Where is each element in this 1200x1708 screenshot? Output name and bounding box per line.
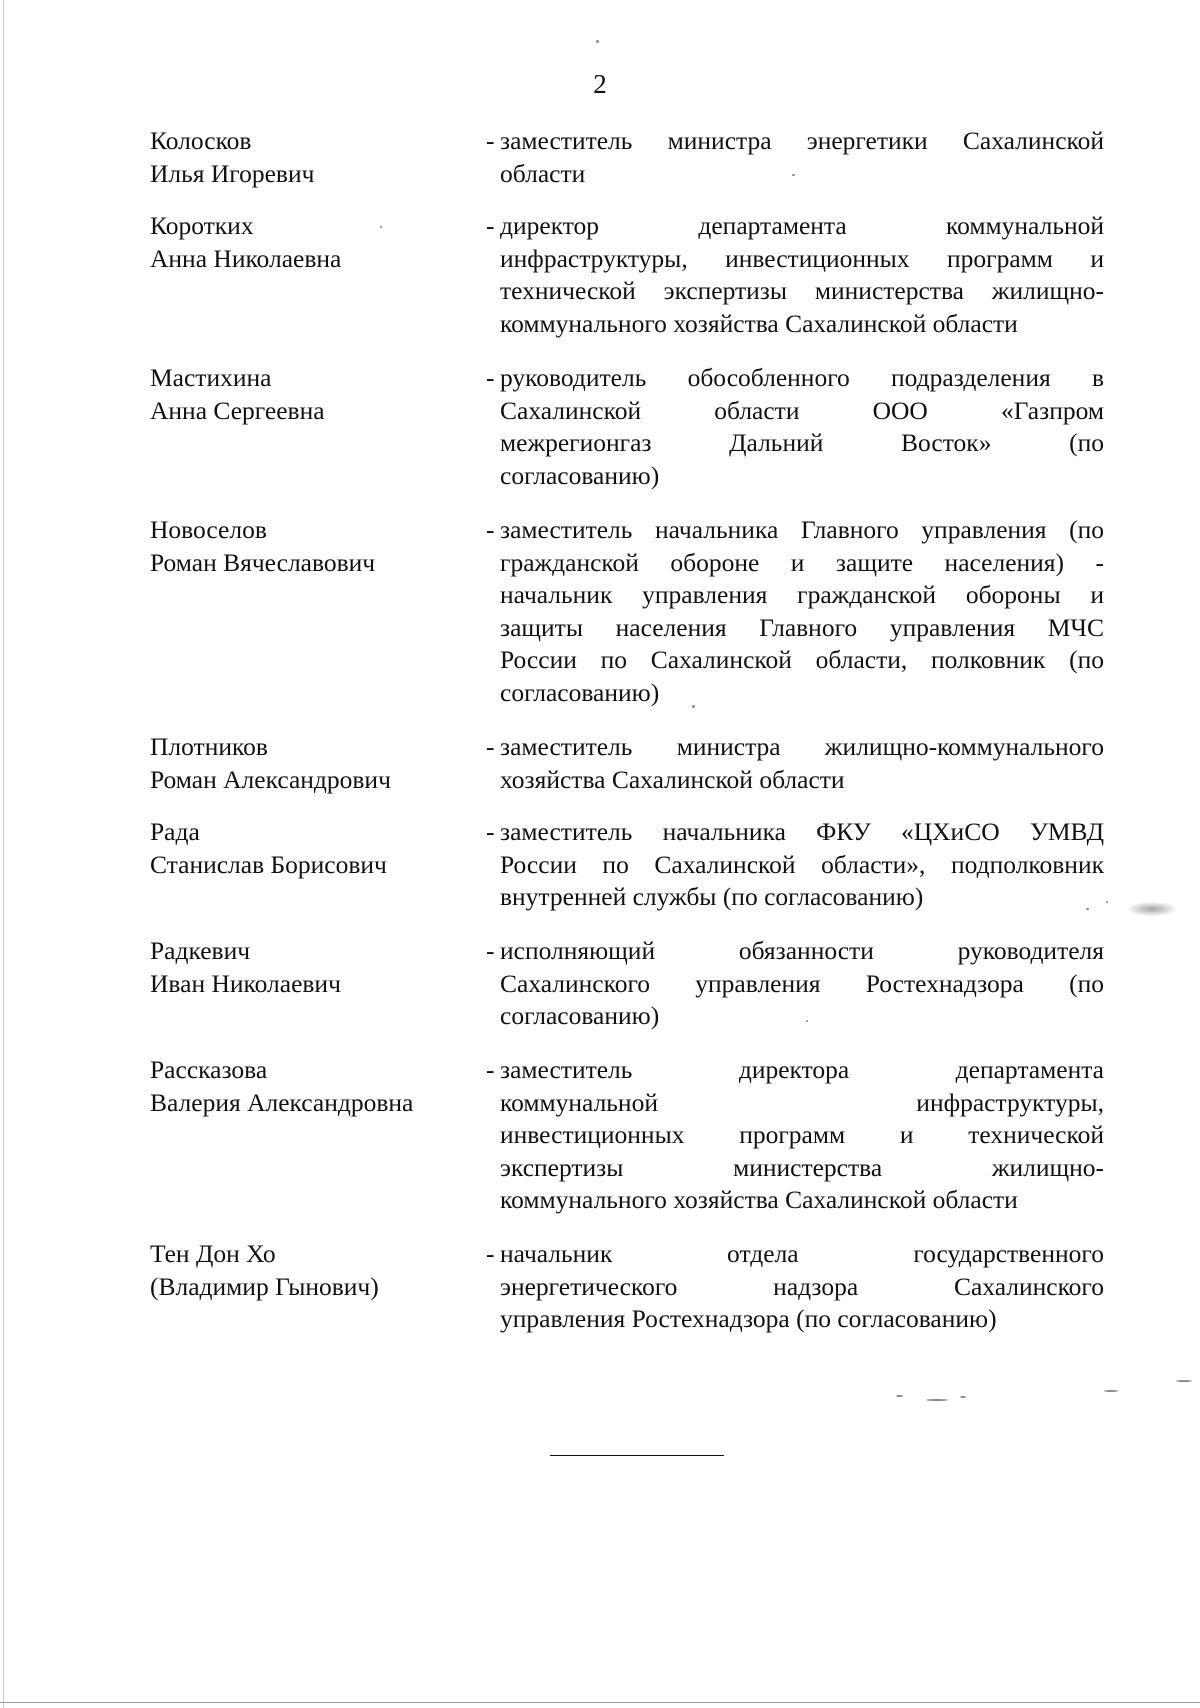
scan-speck	[380, 226, 382, 228]
role-line: защиты населения Главного управления МЧС	[500, 612, 1104, 642]
entry-dash: -	[486, 211, 495, 240]
member-surname: Колосков	[150, 126, 252, 155]
member-name	[150, 210, 470, 275]
role-line: согласованию)	[500, 460, 660, 490]
entry-dash: -	[486, 817, 495, 846]
scan-speck	[692, 705, 695, 708]
member-name	[150, 935, 470, 1000]
member-given-names: Станислав Борисович	[150, 849, 387, 879]
member-given-names: Иван Николаевич	[150, 968, 341, 998]
role-line: заместитель министра жилищно-коммунального	[500, 732, 1104, 761]
member-given-names: Анна Сергеевна	[150, 395, 325, 425]
role-line: заместитель начальника ФКУ «ЦХиСО УМВД	[500, 817, 1104, 846]
scan-speck	[896, 1395, 903, 1397]
member-surname: Мастихина	[150, 363, 272, 392]
member-given-names: Роман Александрович	[150, 764, 391, 794]
member-name	[150, 125, 470, 190]
role-line: согласованию)	[500, 677, 660, 707]
role-line: России по Сахалинской области», подполковник	[500, 849, 1104, 879]
role-line: начальник отдела государственного	[500, 1239, 1104, 1268]
scan-speck	[960, 1396, 966, 1398]
member-surname: Плотников	[150, 732, 268, 761]
entry-dash: -	[486, 1239, 495, 1268]
member-given-names: Валерия Александровна	[150, 1087, 414, 1117]
scan-edge-line	[3, 0, 4, 1708]
entry-dash: -	[486, 363, 495, 392]
scan-speck	[1104, 1390, 1118, 1392]
scan-speck	[1086, 908, 1089, 910]
member-role	[500, 1054, 1104, 1217]
scan-speck	[806, 1020, 808, 1022]
scan-speck	[926, 1399, 948, 1401]
entry-dash: -	[486, 126, 495, 155]
member-role	[500, 210, 1104, 340]
member-given-names: Илья Игоревич	[150, 158, 315, 188]
member-role	[500, 125, 1104, 190]
scan-smudge	[1128, 902, 1176, 916]
role-line: Сахалинской области ООО «Газпром	[500, 395, 1104, 425]
role-line: Сахалинского управления Ростехнадзора (по	[500, 968, 1104, 998]
member-role	[500, 514, 1104, 709]
role-line: экспертизы министерства жилищно-	[500, 1152, 1104, 1182]
role-line: гражданской обороне и защите населения) -	[500, 547, 1104, 577]
role-line: коммунального хозяйства Сахалинской области	[500, 308, 1018, 338]
role-line: исполняющий обязанности руководителя	[500, 936, 1104, 965]
role-line: энергетического надзора Сахалинского	[500, 1271, 1104, 1301]
role-line: технической экспертизы министерства жилищно-	[500, 276, 1104, 305]
entry-dash: -	[486, 732, 495, 761]
member-given-names: Анна Николаевна	[150, 243, 342, 273]
member-surname: Коротких	[150, 211, 254, 240]
role-line: руководитель обособленного подразделения в	[500, 363, 1104, 392]
scan-speck	[792, 174, 795, 176]
role-line: согласованию)	[500, 1001, 660, 1030]
member-surname: Радкевич	[150, 936, 251, 965]
member-surname: Тен Дон Хо	[150, 1239, 276, 1268]
role-line: начальник управления гражданской обороны и	[500, 580, 1104, 609]
role-line: директор департамента коммунальной	[500, 211, 1104, 240]
role-line: хозяйства Сахалинской области	[500, 764, 845, 794]
page-number: 2	[593, 69, 607, 99]
role-line: внутренней службы (по согласованию)	[500, 882, 924, 911]
member-given-names: Роман Вячеславович	[150, 547, 376, 577]
role-line: России по Сахалинской области, полковник (по	[500, 645, 1104, 674]
member-surname: Рада	[150, 817, 200, 846]
role-line: заместитель министра энергетики Сахалинской	[500, 126, 1104, 155]
closing-rule	[550, 1455, 724, 1456]
member-name	[150, 1054, 470, 1119]
member-surname: Новоселов	[150, 515, 267, 544]
role-line: коммунального хозяйства Сахалинской области	[500, 1185, 1018, 1214]
role-line: коммунальной инфраструктуры,	[500, 1087, 1104, 1117]
member-role	[500, 731, 1104, 796]
member-role	[500, 362, 1104, 492]
member-role	[500, 816, 1104, 914]
entry-dash: -	[486, 936, 495, 965]
role-line: инфраструктуры, инвестиционных программ и	[500, 243, 1104, 273]
scan-bottom-edge	[0, 1702, 1200, 1703]
member-given-names: (Владимир Гынович)	[150, 1271, 379, 1301]
entry-dash: -	[486, 1055, 495, 1084]
role-line: управления Ростехнадзора (по согласованию)	[500, 1304, 997, 1333]
role-line: заместитель начальника Главного управления (по	[500, 515, 1104, 544]
member-name	[150, 816, 470, 881]
member-name	[150, 1238, 470, 1303]
role-line: инвестиционных программ и технической	[500, 1120, 1104, 1149]
entry-dash: -	[486, 515, 495, 544]
role-line: заместитель директора департамента	[500, 1055, 1104, 1084]
role-line: межрегионгаз Дальний Восток» (по	[500, 428, 1104, 457]
scan-speck	[596, 40, 599, 43]
scan-speck	[1106, 901, 1108, 903]
role-line: области	[500, 158, 586, 188]
scan-speck	[1176, 1380, 1192, 1382]
member-role	[500, 1238, 1104, 1336]
member-surname: Рассказова	[150, 1055, 268, 1084]
member-name	[150, 514, 470, 579]
member-name	[150, 731, 470, 796]
member-role	[500, 935, 1104, 1033]
member-name	[150, 362, 470, 427]
